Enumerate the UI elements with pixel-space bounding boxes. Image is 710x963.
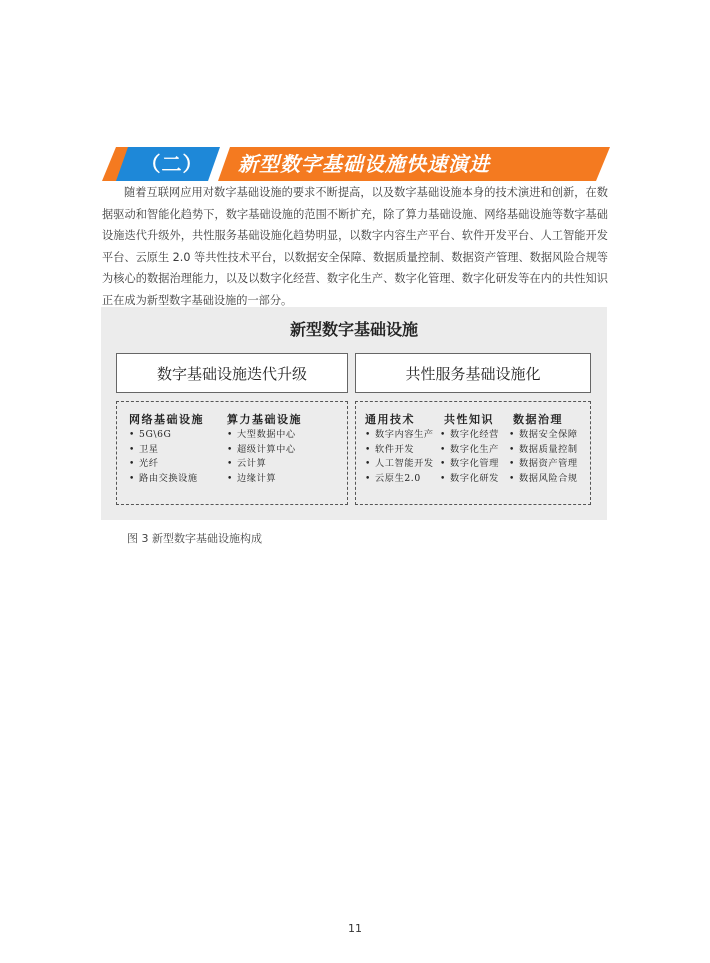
list-item: • 人工智能开发 — [365, 457, 434, 472]
list-item: • 卫星 — [129, 443, 204, 458]
general-tech-column — [365, 412, 434, 486]
list-item: • 5G\6G — [129, 428, 204, 443]
list-item: • 数字化经营 — [440, 428, 499, 443]
section-title: 新型数字基础设施快速演进 — [238, 152, 490, 176]
column-heading: 通用技术 — [365, 413, 415, 426]
page-number: 11 — [348, 922, 362, 935]
list-item: • 数据风险合规 — [509, 472, 578, 487]
data-governance-column — [509, 412, 578, 486]
section-number: （二） — [140, 152, 204, 176]
figure-caption: 图 3 新型数字基础设施构成 — [127, 532, 262, 545]
column-heading: 网络基础设施 — [129, 413, 204, 426]
left-header-box: 数字基础设施迭代升级 — [116, 353, 348, 393]
compute-column — [227, 412, 302, 486]
list-item: • 数据安全保障 — [509, 428, 578, 443]
list-item: • 数字内容生产 — [365, 428, 434, 443]
list-item: • 数字化研发 — [440, 472, 499, 487]
list-item: • 云原生2.0 — [365, 472, 434, 487]
right-header-box: 共性服务基础设施化 — [355, 353, 591, 393]
list-item: • 数据质量控制 — [509, 443, 578, 458]
list-item: • 边缘计算 — [227, 472, 302, 487]
list-item: • 超级计算中心 — [227, 443, 302, 458]
common-knowledge-column — [440, 412, 499, 486]
column-heading: 共性知识 — [444, 413, 494, 426]
infrastructure-figure — [101, 307, 607, 520]
list-item: • 数字化管理 — [440, 457, 499, 472]
list-item: • 大型数据中心 — [227, 428, 302, 443]
list-item: • 云计算 — [227, 457, 302, 472]
column-heading: 算力基础设施 — [227, 413, 302, 426]
list-item: • 软件开发 — [365, 443, 434, 458]
column-heading: 数据治理 — [513, 413, 563, 426]
section-banner — [102, 147, 610, 181]
list-item: • 数字化生产 — [440, 443, 499, 458]
network-column — [129, 412, 204, 486]
list-item: • 路由交换设施 — [129, 472, 204, 487]
left-detail-box — [116, 401, 348, 505]
right-detail-box — [355, 401, 591, 505]
body-paragraph: 随着互联网应用对数字基础设施的要求不断提高，以及数字基础设施本身的技术演进和创新，在数据驱动和智能化趋势下，数字基础设施的范围不断扩充，除了算力基础设施、网络基础设施等数字基础设施迭代升级外，共性服务基础设施化趋势明显，以数字内容生产平台、软件开发平台、人工智能开发平台、云原生 2.0 等共性技术平台，以数据安全保障、数据质量控制、数据资产管理、数据风险合规等为核心的数据治理能力，以及以数字化经营、数字化生产、数字化管理、数字化研发等在内的共性知识正在成为新型数字基础设施的一部分。 — [102, 186, 608, 307]
list-item: • 光纤 — [129, 457, 204, 472]
list-item: • 数据资产管理 — [509, 457, 578, 472]
figure-title: 新型数字基础设施 — [289, 320, 418, 339]
